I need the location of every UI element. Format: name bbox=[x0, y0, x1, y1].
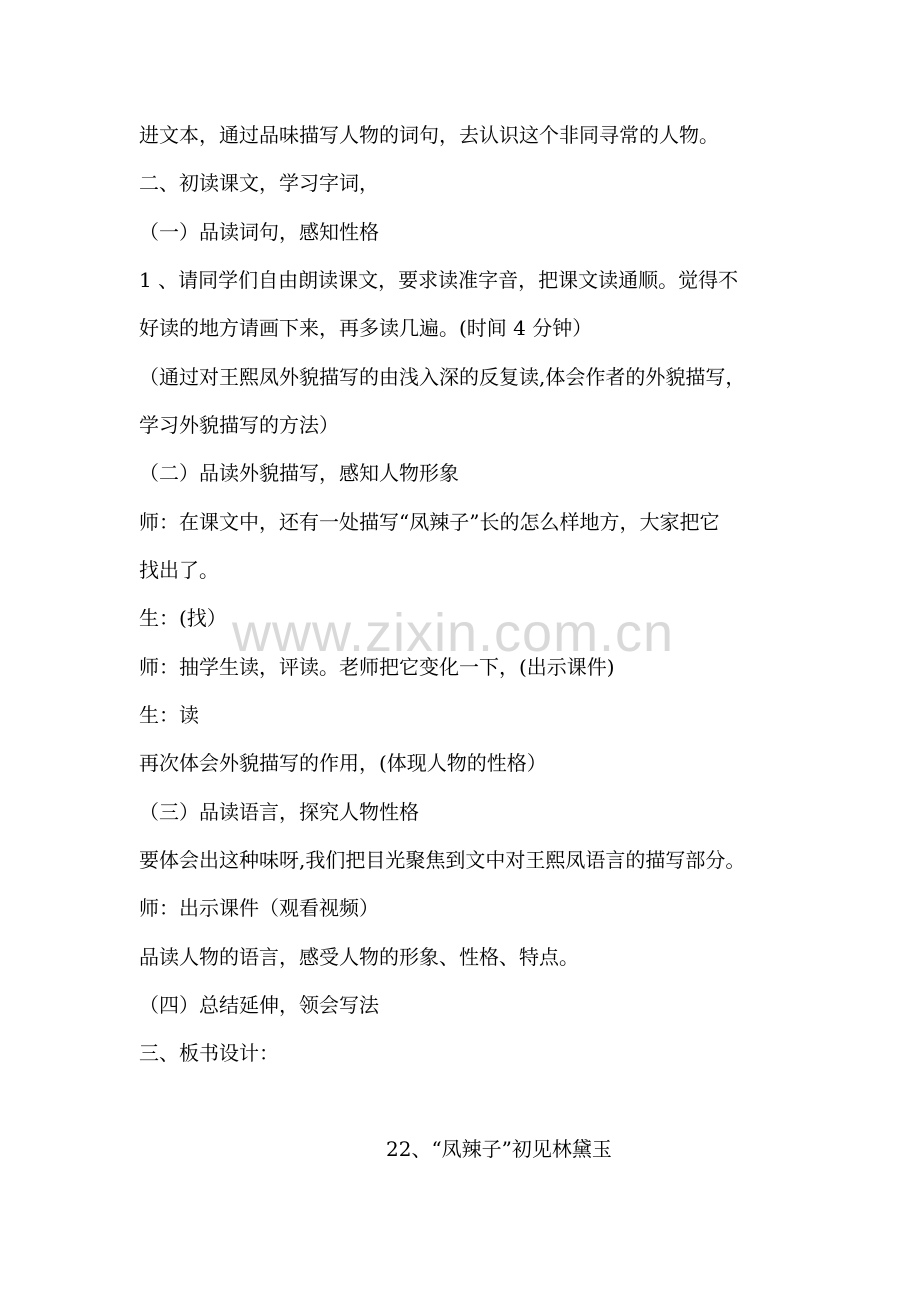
text-line-8: （二）品读外貌描写，感知人物形象 bbox=[139, 461, 459, 485]
text-line-4: 1 、请同学们自由朗读课文，要求读准字音，把课文读通顺。觉得不 bbox=[139, 268, 739, 292]
text-line-9: 师：在课文中，还有一处描写“凤辣子”长的怎么样地方，大家把它 bbox=[139, 510, 720, 534]
text-line-12: 师：抽学生读，评读。老师把它变化一下，(出示课件) bbox=[139, 655, 615, 679]
text-line-17: 师：出示课件（观看视频） bbox=[139, 896, 379, 920]
text-line-6: （通过对王熙凤外貌描写的由浅入深的反复读,体会作者的外貌描写， bbox=[139, 365, 746, 389]
text-line-1: 进文本，通过品味描写人物的词句，去认识这个非同寻常的人物。 bbox=[139, 123, 719, 147]
text-line-5: 好读的地方请画下来，再多读几遍。(时间 4 分钟） bbox=[139, 316, 593, 340]
text-line-14: 再次体会外貌描写的作用，(体现人物的性格） bbox=[139, 751, 547, 775]
board-design-title: 22、“凤辣子”初见林黛玉 bbox=[386, 1137, 612, 1161]
watermark-text: www.zixin.com.cn bbox=[232, 603, 675, 663]
text-line-16: 要体会出这种味呀,我们把目光聚焦到文中对王熙凤语言的描写部分。 bbox=[139, 848, 746, 872]
text-line-15: （三）品读语言，探究人物性格 bbox=[139, 800, 419, 824]
text-line-13: 生：读 bbox=[139, 703, 199, 727]
text-line-2: 二、初读课文，学习字词， bbox=[139, 171, 379, 195]
section-heading-board-design: 三、板书设计： bbox=[139, 1041, 279, 1065]
text-line-10: 找出了。 bbox=[139, 558, 219, 582]
text-line-19: （四）总结延伸，领会写法 bbox=[139, 993, 379, 1017]
text-line-11: 生：(找） bbox=[139, 606, 227, 630]
text-line-3: （一）品读词句，感知性格 bbox=[139, 220, 379, 244]
text-line-18: 品读人物的语言，感受人物的形象、性格、特点。 bbox=[139, 945, 579, 969]
text-line-7: 学习外貌描写的方法） bbox=[139, 413, 339, 437]
